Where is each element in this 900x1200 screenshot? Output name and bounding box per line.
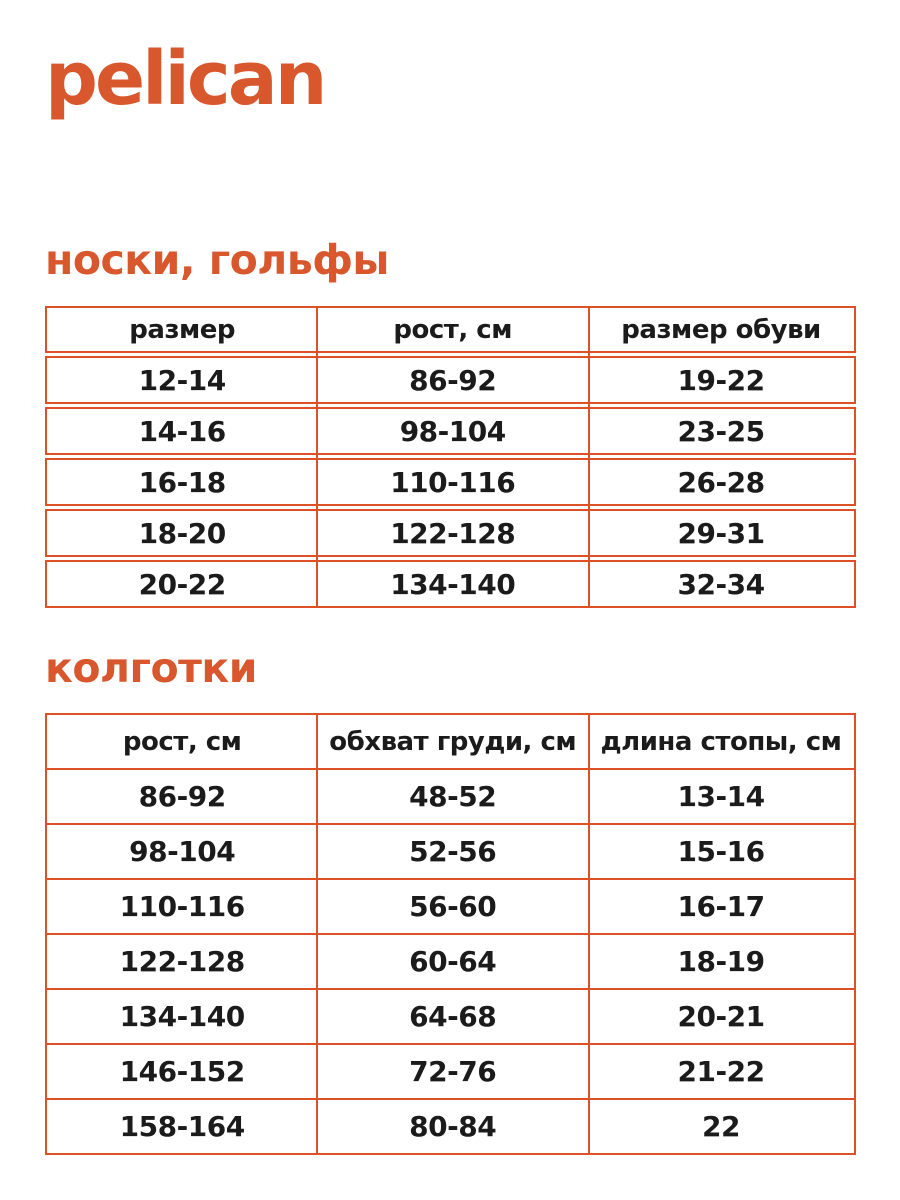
- table-cell: 56-60: [409, 890, 497, 924]
- table-cell: 72-76: [409, 1055, 497, 1089]
- pelican-logo: pelican: [45, 36, 325, 122]
- table-cell: 64-68: [409, 1000, 497, 1034]
- table-cell: 98-104: [129, 835, 236, 869]
- header-cell: размер: [129, 314, 236, 345]
- table-cell: 13-14: [677, 780, 765, 814]
- table-cell: 15-16: [677, 835, 765, 869]
- table-row: [45, 1043, 856, 1100]
- table-row: [45, 1098, 856, 1155]
- table-cell: 122-128: [119, 945, 245, 979]
- header-cell: рост, см: [393, 314, 512, 345]
- table-cell: 98-104: [399, 414, 506, 448]
- table-row: [45, 988, 856, 1045]
- table-header-row: [45, 306, 856, 353]
- table-cell: 16-17: [677, 890, 765, 924]
- table-cell: 122-128: [390, 516, 516, 550]
- table-cell: 14-16: [138, 414, 226, 448]
- table-cell: 110-116: [390, 465, 516, 499]
- table-cell: 146-152: [119, 1055, 245, 1089]
- table-cell: 20-22: [138, 567, 226, 601]
- table-row: [45, 458, 856, 506]
- table-cell: 18-20: [138, 516, 226, 550]
- table-row: [45, 823, 856, 880]
- table-cell: 48-52: [409, 780, 497, 814]
- tights-size-table: [45, 713, 856, 1155]
- section-tights: [45, 646, 856, 1155]
- section-title-tights: колготки: [45, 644, 257, 693]
- table-cell: 16-18: [138, 465, 226, 499]
- table-row: [45, 407, 856, 455]
- table-cell: 12-14: [138, 363, 226, 397]
- table-cell: 21-22: [677, 1055, 765, 1089]
- table-header-row: [45, 713, 856, 770]
- table-cell: 86-92: [409, 363, 497, 397]
- table-cell: 32-34: [677, 567, 765, 601]
- table-cell: 158-164: [119, 1110, 245, 1144]
- header-cell: рост, см: [122, 726, 242, 757]
- section-socks: [45, 238, 856, 608]
- table-cell: 20-21: [677, 1000, 765, 1034]
- table-row: [45, 560, 856, 608]
- table-row: [45, 933, 856, 990]
- header-cell: обхват груди, см: [329, 726, 577, 757]
- table-cell: 86-92: [138, 780, 226, 814]
- table-row: [45, 509, 856, 557]
- table-cell: 60-64: [409, 945, 497, 979]
- table-cell: 80-84: [409, 1110, 497, 1144]
- table-cell: 26-28: [677, 465, 765, 499]
- table-cell: 22: [702, 1110, 741, 1144]
- table-cell: 134-140: [390, 567, 516, 601]
- header-cell: размер обуви: [621, 314, 821, 345]
- section-title-socks: носки, гольфы: [45, 236, 390, 284]
- table-row: [45, 356, 856, 404]
- table-cell: 23-25: [677, 414, 765, 448]
- table-row: [45, 878, 856, 935]
- table-cell: 18-19: [677, 945, 765, 979]
- table-row: [45, 768, 856, 825]
- table-cell: 19-22: [677, 363, 765, 397]
- table-cell: 110-116: [119, 890, 245, 924]
- header-cell: длина стопы, см: [600, 726, 842, 757]
- table-cell: 29-31: [677, 516, 765, 550]
- table-cell: 52-56: [409, 835, 497, 869]
- socks-size-table: [45, 306, 856, 608]
- table-cell: 134-140: [119, 1000, 245, 1034]
